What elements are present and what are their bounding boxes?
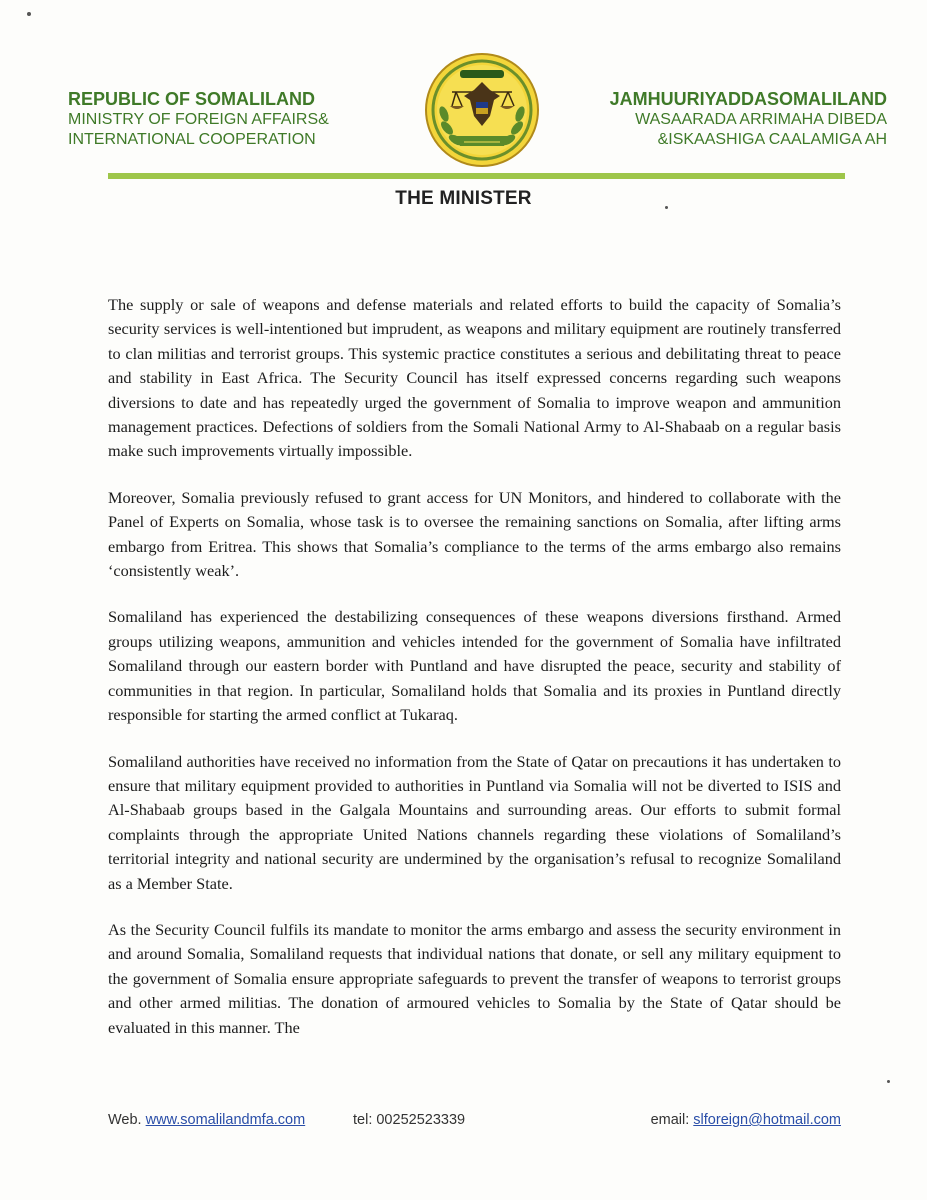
- paragraph: As the Security Council fulfils its mandate to monitor the arms embargo and assess the security environment in and around Somalia, Somaliland requests that individual nations that donate, or sell any military equipment to the government of Somalia ensure appropriate safeguards to prevent the transfer of weapons to terrorist groups and other armed militias. The donation of armoured vehicles to Somalia by the State of Qatar should be evaluated in this manner. The: [108, 919, 841, 1037]
- header-left-line2: INTERNATIONAL COOPERATION: [68, 131, 316, 148]
- header-left-title: REPUBLIC OF SOMALILAND: [68, 89, 315, 109]
- paragraph: Somaliland authorities have received no information from the State of Qatar on precautions it has undertaken to ensure that military equipment provided to authorities in Puntland via Somalia will not be diverted to ISIS and Al-Shabaab groups based in the Galgala Mountains and surrounding areas. Our efforts to submit formal complaints through the appropriate United Nations channels regarding these violations of Somaliland’s territorial integrity and national security are undermined by the organisation’s refusal to recognize Somaliland as a Member State.: [108, 751, 841, 893]
- email-link[interactable]: slforeign@hotmail.com: [693, 1112, 841, 1128]
- footer-web-label: Web.: [108, 1112, 142, 1128]
- page-heading: THE MINISTER: [395, 188, 532, 209]
- scan-speck: [27, 12, 31, 16]
- header-left-block: [68, 88, 408, 150]
- scan-speck: [665, 206, 668, 209]
- header-divider: [108, 173, 845, 179]
- footer-email-label: email:: [650, 1112, 690, 1128]
- footer: [108, 1112, 841, 1134]
- coat-of-arms-seal-icon: [424, 52, 540, 168]
- header-right-line2: &ISKAASHIGA CAALAMIGA AH: [657, 131, 887, 148]
- header-left-line1: MINISTRY OF FOREIGN AFFAIRS&: [68, 111, 329, 128]
- header-right-title: JAMHUURIYADDASOMALILAND: [609, 89, 887, 109]
- scan-speck: [887, 1080, 890, 1083]
- footer-email: [651, 1112, 841, 1128]
- footer-web: [108, 1112, 305, 1128]
- paragraph: Somaliland has experienced the destabilizing consequences of these weapons diversions firsthand. Armed groups utilizing weapons, ammunition and vehicles intended for the government of Somalia have infiltrated Somaliland through our eastern border with Puntland and have disrupted the peace, security and stability of communities in that region. In particular, Somaliland holds that Somalia and its proxies in Puntland directly responsible for starting the armed conflict at Tukaraq.: [108, 607, 841, 725]
- website-link[interactable]: www.somalilandmfa.com: [145, 1112, 306, 1128]
- paragraph: The supply or sale of weapons and defense materials and related efforts to build the capacity of Somalia’s security services is well-intentioned but imprudent, as weapons and military equipment are routinely transferred to clan militias and terrorist groups. This systemic practice constitutes a serious and debilitating threat to peace and stability in East Africa. The Security Council has itself expressed concerns regarding such weapons diversions to date and has repeatedly urged the government of Somalia to improve weapon and ammunition management practices. Defections of soldiers from the Somali National Army to Al-Shabaab on a regular basis make such improvements virtually impossible.: [108, 295, 841, 461]
- footer-phone: tel: 00252523339: [353, 1112, 466, 1128]
- paragraph: Moreover, Somalia previously refused to grant access for UN Monitors, and hindered to collaborate with the Panel of Experts on Somalia, whose task is to oversee the remaining sanctions on Somalia, after lifting arms embargo from Eritrea. This shows that Somalia’s compliance to the terms of the arms embargo also remains ‘consistently weak’.: [108, 487, 841, 581]
- header-right-line1: WASAARADA ARRIMAHA DIBEDA: [635, 111, 887, 128]
- letter-body: [108, 293, 841, 1062]
- header-right-block: [527, 88, 887, 150]
